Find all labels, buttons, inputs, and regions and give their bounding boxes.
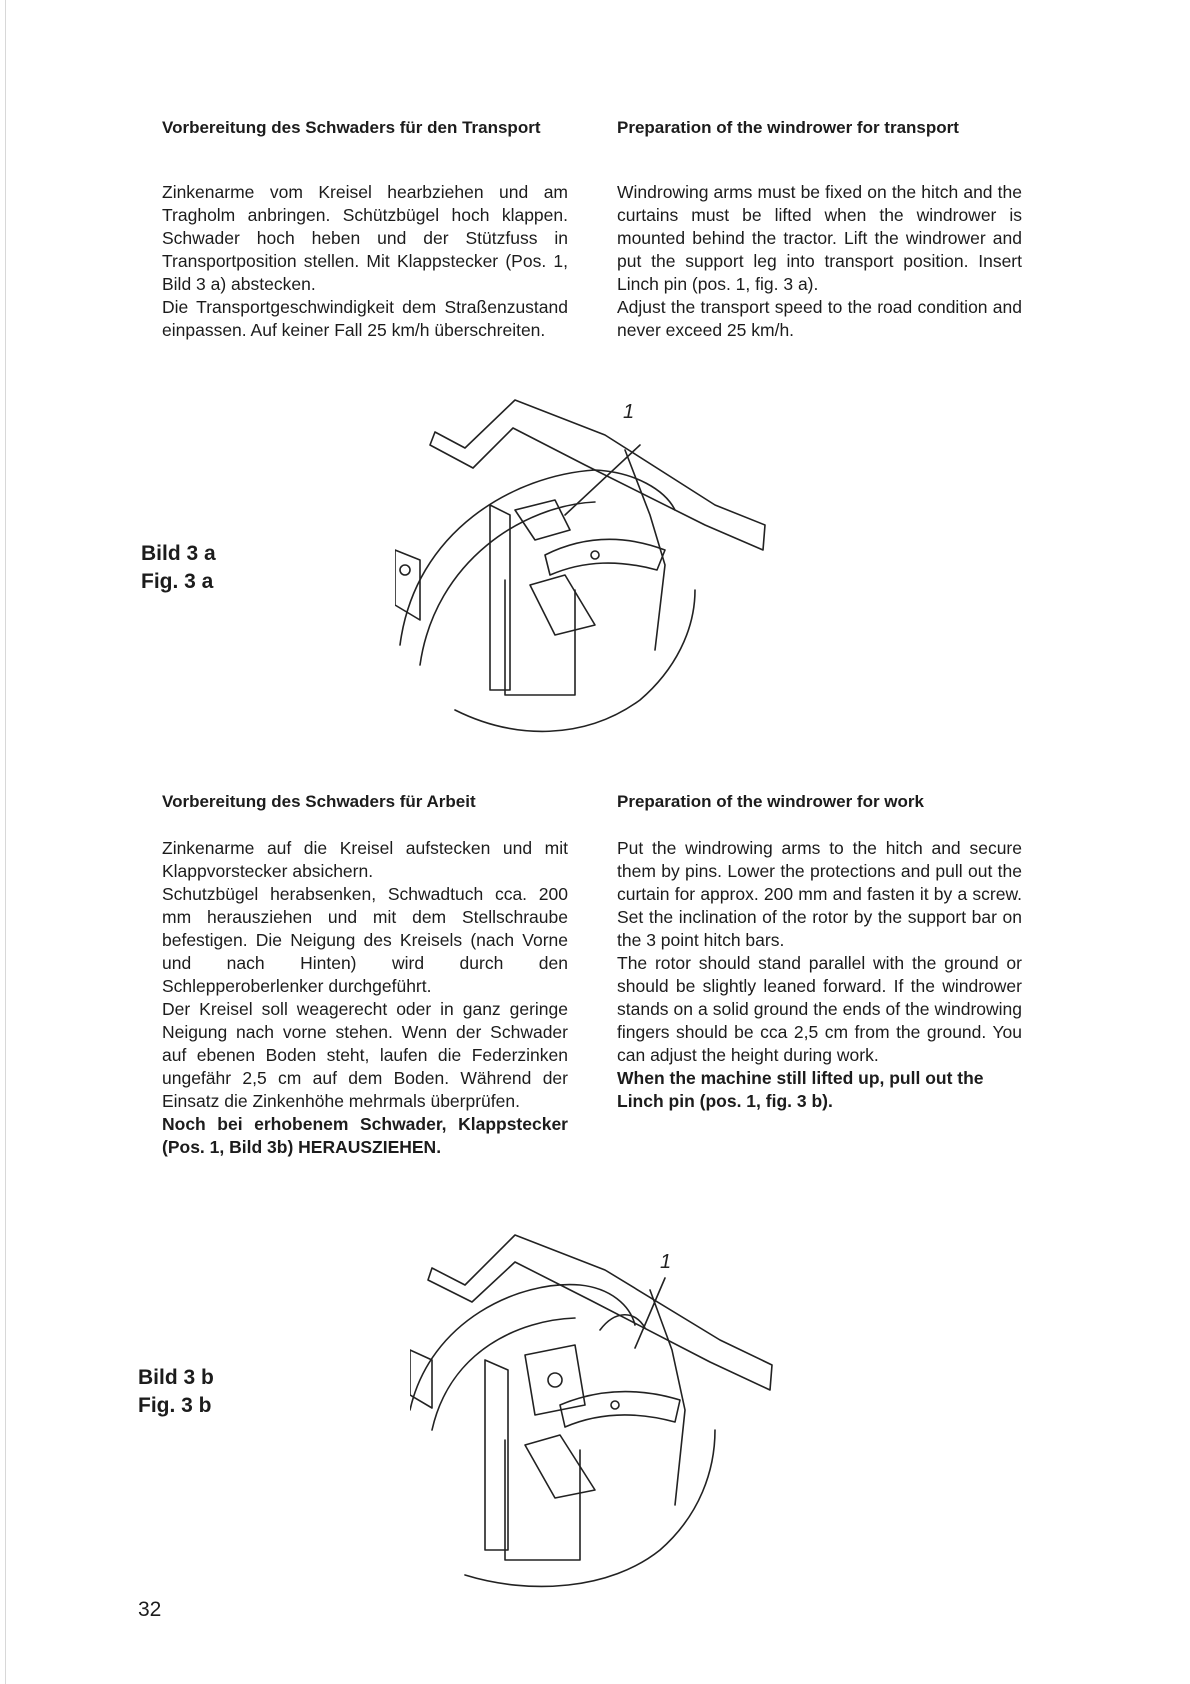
transport-paragraph-en-2: Adjust the transport speed to the road condition and never exceed 25 km/h.	[617, 297, 1022, 340]
figure-a-label	[141, 540, 216, 596]
frame-post	[490, 505, 510, 690]
callout-number-a: 1	[623, 401, 635, 423]
work-section-en	[617, 790, 1022, 1113]
figure-a-label-en: Fig. 3 a	[141, 570, 214, 593]
work-paragraph-de-1: Zinkenarme auf die Kreisel aufstecken und mit Klappvorstecker absichern.	[162, 838, 568, 881]
transport-section-de	[162, 116, 568, 342]
work-paragraph-en-2: The rotor should stand parallel with the ground or should be slightly leaned forward. If the windrower stands on a solid ground the ends of the windrowing fingers should be cca 2,5 cm from the ground. You can adjust the height during work.	[617, 953, 1022, 1065]
callout-number-b: 1	[660, 1251, 672, 1273]
figure-a-drawing	[395, 390, 775, 745]
gearbox-side	[525, 1435, 595, 1498]
rotor-plate	[560, 1392, 680, 1427]
figure-b-label-en: Fig. 3 b	[138, 1394, 212, 1417]
work-heading-de: Vorbereitung des Schwaders für Arbeit	[162, 792, 476, 811]
page-number: 32	[138, 1598, 162, 1621]
plate-hole	[591, 551, 599, 559]
figure-b-drawing	[410, 1230, 790, 1590]
gearbox-side	[530, 575, 595, 635]
plate-hole	[611, 1401, 619, 1409]
pin-housing	[525, 1345, 585, 1415]
transport-paragraph-en-1: Windrowing arms must be fixed on the hitch and the curtains must be lifted when the windrower is mounted behind the tractor. Lift the windrower and put the support leg into transport position. Insert Linch pin (pos. 1, fig. 3 a).	[617, 182, 1022, 294]
support-leg	[650, 1290, 685, 1505]
scan-edge-line	[5, 0, 6, 1684]
transport-section-en	[617, 116, 1022, 342]
gearbox-body	[505, 580, 575, 695]
work-paragraph-en-1: Put the windrowing arms to the hitch and secure them by pins. Lower the protections and pull out the curtain for approx. 200 mm and fasten it by a screw. Set the inclination of the rotor by the support bar on the 3 point hitch bars.	[617, 838, 1022, 950]
work-section-de	[162, 790, 568, 1159]
guard-arc-outer	[410, 1285, 635, 1410]
transport-heading-en: Preparation of the windrower for transport	[617, 118, 959, 137]
rotor-plate	[545, 539, 665, 575]
transport-paragraph-de-1: Zinkenarme vom Kreisel hearbziehen und am Tragholm anbringen. Schützbügel hoch klappen. Schwader hoch heben und der Stützfuss in Transportposition stellen. Mit Klappstecker (Pos. 1, Bild 3 a) abstecken.	[162, 182, 568, 294]
hitch-bar	[430, 400, 765, 550]
figure-a-label-de: Bild 3 a	[141, 542, 216, 565]
bracket-hole	[400, 565, 410, 575]
work-paragraph-de-3: Der Kreisel soll weagerecht oder in ganz geringe Neigung nach vorne stehen. Wenn der Schwader auf ebenen Boden steht, laufen die Federzinken ungefähr 2,5 cm auf dem Boden. Während der Einsatz die Zinkenhöhe mehrmals überprüfen.	[162, 999, 568, 1111]
work-heading-en: Preparation of the windrower for work	[617, 792, 924, 811]
work-bold-note-en: When the machine still lifted up, pull out the Linch pin (pos. 1, fig. 3 b).	[617, 1068, 984, 1111]
callout-leader-b	[635, 1278, 665, 1348]
pin-housing	[515, 500, 570, 540]
transport-paragraph-de-2: Die Transportgeschwindigkeit dem Straßenzustand einpassen. Auf keiner Fall 25 km/h überschreiten.	[162, 297, 568, 340]
transport-heading-de: Vorbereitung des Schwaders für den Transport	[162, 118, 541, 137]
work-bold-note-de: Noch bei erhobenem Schwader, Klappstecker (Pos. 1, Bild 3b) HERAUSZIEHEN.	[162, 1114, 568, 1157]
callout-leader-a	[565, 445, 640, 515]
guard-arc-inner	[432, 1318, 575, 1430]
figure-b-label-de: Bild 3 b	[138, 1366, 214, 1389]
guard-arc-outer	[400, 470, 675, 645]
housing-hole	[548, 1373, 562, 1387]
view-circle	[465, 1430, 715, 1586]
support-leg	[625, 450, 665, 650]
figure-b-label	[138, 1364, 214, 1420]
gearbox-body	[505, 1440, 580, 1560]
work-paragraph-de-2: Schutzbügel herabsenken, Schwadtuch cca. 200 mm herausziehen und mit dem Stellschraube befestigen. Die Neigung des Kreisels (nach Vorne und nach Hinten) wird durch den Schlepperoberlenker durchgeführt.	[162, 884, 568, 996]
